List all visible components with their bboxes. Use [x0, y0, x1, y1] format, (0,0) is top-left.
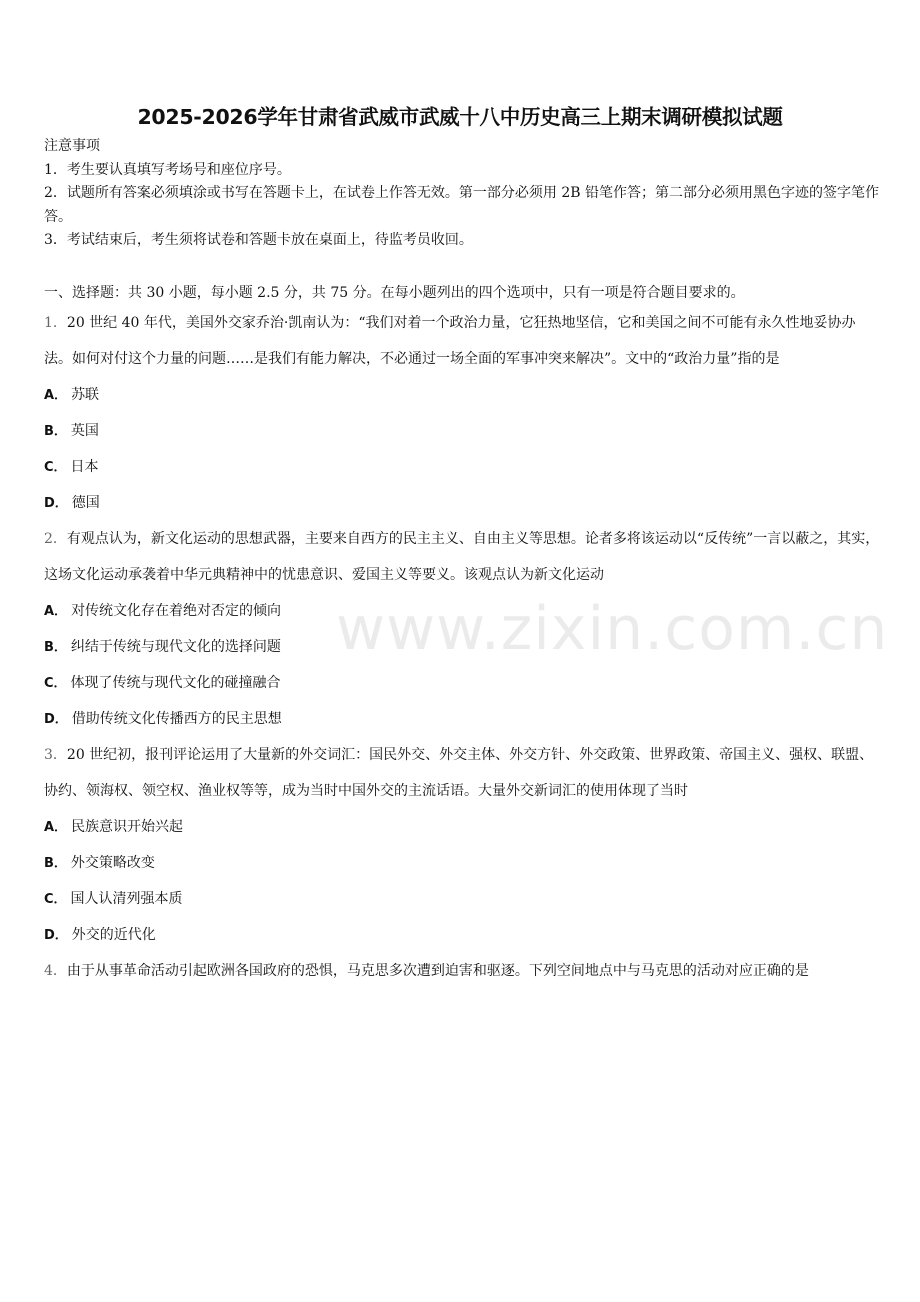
option-text: 外交策略改变: [70, 855, 155, 871]
option-letter: B．: [44, 856, 67, 871]
question-text: 20 世纪 40 年代，美国外交家乔治·凯南认为：“我们对着一个政治力量，它狂热地坚信，它和美国之间不可能有永久性地妥协办法。如何对付这个力量的问题……是我们有能力解决，不必通过一场全面的军事冲突来解决”。文中的“政治力量”指的是: [44, 315, 856, 367]
option-text: 德国: [71, 495, 100, 511]
option-text: 民族意识开始兴起: [71, 819, 184, 835]
notice-item: 2．试题所有答案必须填涂或书写在答题卡上，在试卷上作答无效。第一部分必须用 2B 铅笔作答；第二部分必须用黑色字迹的签字笔作答。: [44, 185, 879, 225]
option-b: [44, 845, 880, 881]
option-letter: C．: [44, 892, 67, 907]
notice-section: [44, 135, 880, 253]
question-number: 3．: [44, 747, 67, 763]
option-text: 外交的近代化: [71, 927, 156, 943]
question-number: 2．: [44, 531, 67, 547]
option-c: [44, 449, 880, 485]
question-stem: [44, 521, 880, 593]
notice-heading: 注意事项: [44, 138, 100, 154]
option-letter: A．: [44, 604, 68, 619]
option-c: [44, 881, 880, 917]
section-heading: 一、选择题：共 30 小题，每小题 2.5 分，共 75 分。在每小题列出的四个选项中，只有一项是符合题目要求的。: [44, 285, 745, 301]
option-text: 英国: [70, 423, 99, 439]
option-letter: D．: [44, 496, 68, 511]
option-a: [44, 377, 880, 413]
option-letter: B．: [44, 640, 67, 655]
option-text: 借助传统文化传播西方的民主思想: [71, 711, 282, 727]
question-stem: [44, 737, 880, 809]
question-text: 由于从事革命活动引起欧洲各国政府的恐惧，马克思多次遭到迫害和驱逐。下列空间地点中与马克思的活动对应正确的是: [66, 963, 809, 979]
option-text: 国人认清列强本质: [70, 891, 183, 907]
option-c: [44, 665, 880, 701]
question-stem: [44, 953, 880, 989]
option-d: [44, 485, 880, 521]
notice-item: 1．考生要认真填写考场号和座位序号。: [44, 161, 291, 178]
option-b: [44, 629, 880, 665]
option-letter: D．: [44, 712, 68, 727]
option-letter: B．: [44, 424, 67, 439]
question-stem: [44, 305, 880, 377]
option-letter: D．: [44, 928, 68, 943]
page-title: 2025-2026学年甘肃省武威市武威十八中历史高三上期末调研模拟试题: [137, 105, 783, 129]
option-d: [44, 917, 880, 953]
option-a: [44, 593, 880, 629]
option-text: 纠结于传统与现代文化的选择问题: [70, 639, 281, 655]
question-number: 4．: [44, 963, 67, 979]
option-letter: A．: [44, 388, 68, 403]
option-letter: C．: [44, 676, 67, 691]
option-text: 对传统文化存在着绝对否定的倾向: [71, 603, 282, 619]
option-text: 苏联: [71, 387, 100, 403]
option-letter: A．: [44, 820, 68, 835]
option-text: 日本: [70, 459, 99, 475]
question-section: [44, 281, 880, 989]
question-text: 有观点认为，新文化运动的思想武器，主要来自西方的民主主义、自由主义等思想。论者多将该运动以“反传统”一言以蔽之，其实，这场文化运动承袭着中华元典精神中的忧患意识、爱国主义等要义。该观点认为新文化运动: [44, 531, 880, 583]
option-a: [44, 809, 880, 845]
question-number: 1．: [44, 315, 67, 331]
watermark-text: www.zixin.com.cn: [336, 594, 889, 664]
question-text: 20 世纪初，报刊评论运用了大量新的外交词汇：国民外交、外交主体、外交方针、外交政策、世界政策、帝国主义、强权、联盟、协约、领海权、领空权、渔业权等等，成为当时中国外交的主流话语。大量外交新词汇的使用体现了当时: [44, 747, 874, 799]
notice-item: 3．考试结束后，考生须将试卷和答题卡放在桌面上，待监考员收回。: [44, 232, 473, 248]
option-b: [44, 413, 880, 449]
option-d: [44, 701, 880, 737]
option-text: 体现了传统与现代文化的碰撞融合: [70, 675, 281, 691]
option-letter: C．: [44, 460, 67, 475]
